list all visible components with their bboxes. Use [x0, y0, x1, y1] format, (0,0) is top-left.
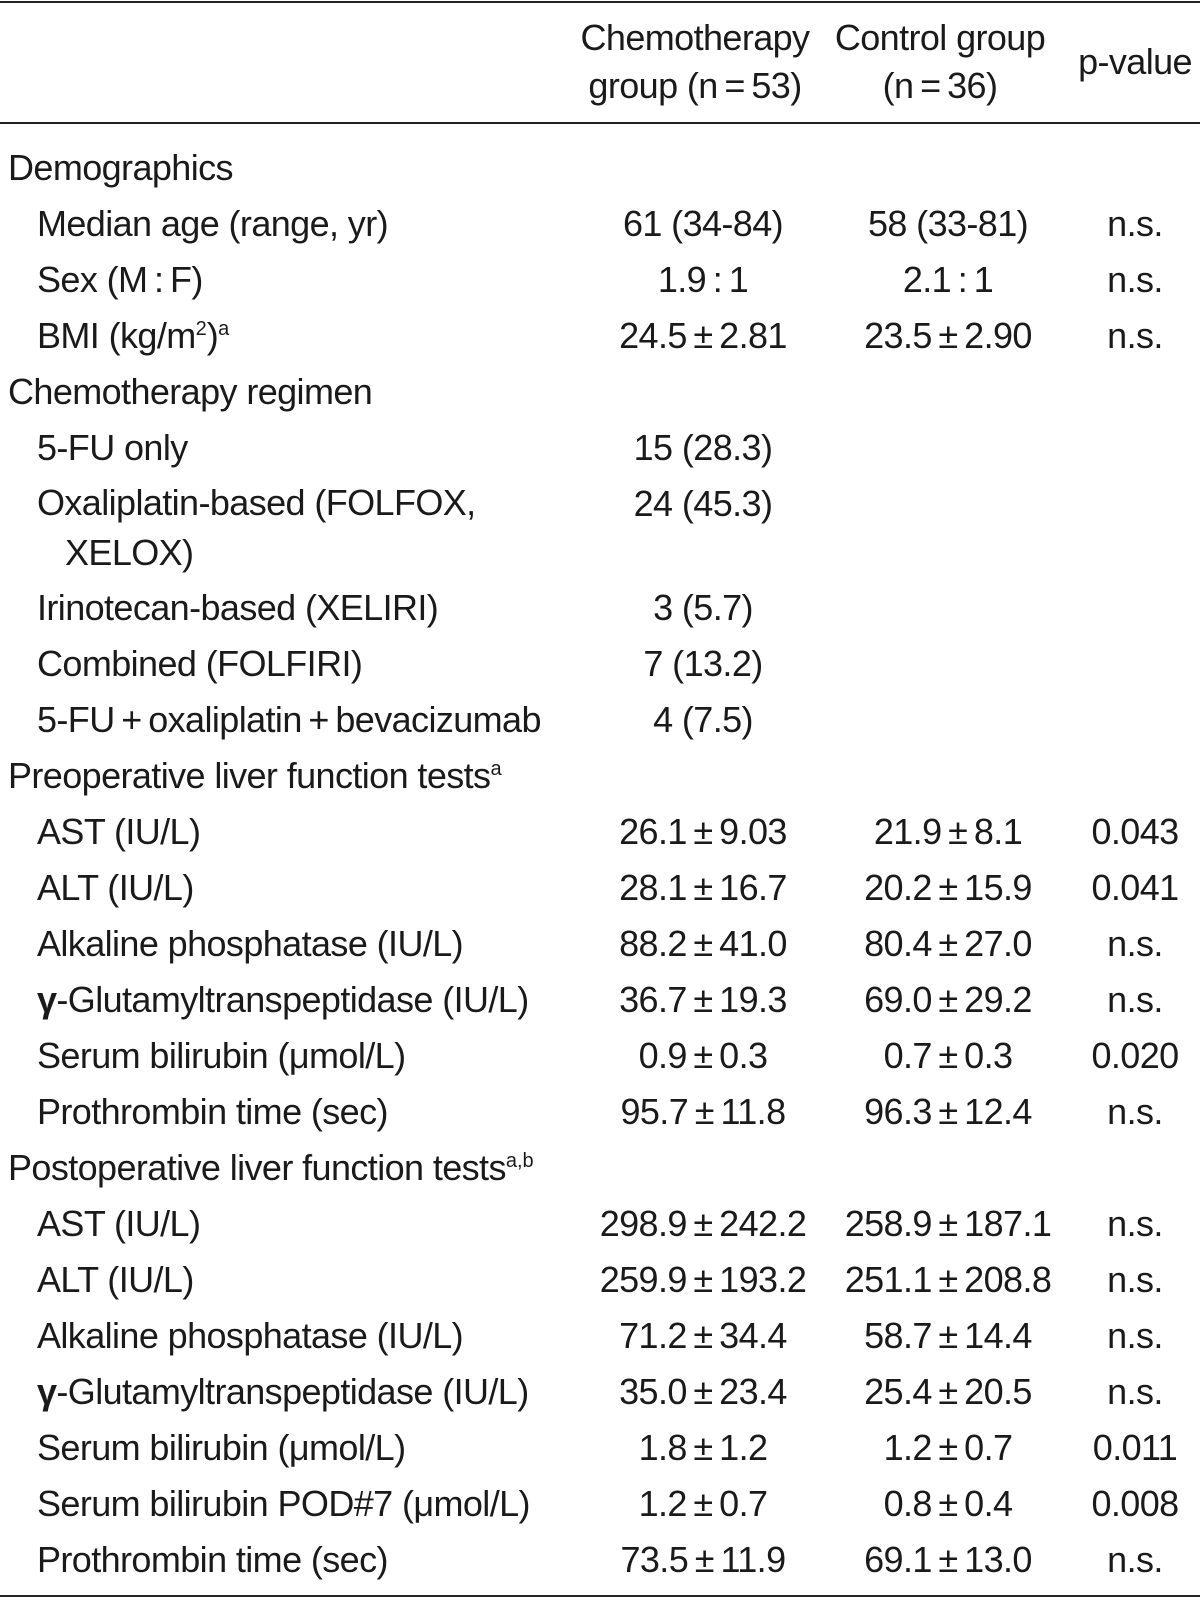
cell-chemotherapy: 26.1 ± 9.03 — [619, 811, 787, 852]
row-label-text: ALT (IU/L) — [37, 867, 194, 908]
table-row — [0, 972, 1200, 1028]
table-row — [0, 476, 1200, 580]
row-label-text: Irinotecan-based (XELIRI) — [37, 587, 439, 628]
cell-chemotherapy: 3 (5.7) — [653, 587, 753, 628]
section-header-row — [0, 1140, 1200, 1196]
row-label-text: Serum bilirubin (μmol/L) — [37, 1427, 406, 1468]
section-label — [8, 1140, 568, 1196]
row-label-text: Serum bilirubin POD#7 (μmol/L) — [37, 1483, 530, 1524]
row-label-text: 5-FU only — [37, 427, 188, 468]
row-label — [37, 252, 597, 308]
cell-control: 0.7 ± 0.3 — [883, 1035, 1013, 1076]
cell-control: 80.4 ± 27.0 — [864, 923, 1032, 964]
cell-chemotherapy: 95.7 ± 11.8 — [620, 1091, 786, 1132]
table-row — [0, 308, 1200, 364]
row-label — [37, 1364, 597, 1420]
table-row — [0, 196, 1200, 252]
cell-control: 21.9 ± 8.1 — [873, 811, 1023, 852]
cell-pvalue: n.s. — [1107, 315, 1163, 356]
cell-chemotherapy: 7 (13.2) — [643, 643, 763, 684]
row-label — [37, 1252, 597, 1308]
row-label — [37, 308, 597, 364]
row-label — [37, 636, 597, 692]
table-row — [0, 1308, 1200, 1364]
cell-control: 0.8 ± 0.4 — [883, 1483, 1013, 1524]
cell-pvalue: 0.020 — [1091, 1035, 1179, 1076]
footnote-marker: a — [490, 758, 502, 780]
row-label-text: Prothrombin time (sec) — [37, 1091, 388, 1132]
cell-chemotherapy: 88.2 ± 41.0 — [619, 923, 787, 964]
table-header — [0, 10, 1200, 118]
row-label-text: Serum bilirubin (μmol/L) — [37, 1035, 406, 1076]
cell-chemotherapy: 71.2 ± 34.4 — [619, 1315, 787, 1356]
cell-chemotherapy: 298.9 ± 242.2 — [599, 1203, 807, 1244]
row-label — [37, 1196, 597, 1252]
table-row — [0, 636, 1200, 692]
row-label-continuation: XELOX) — [65, 532, 194, 573]
column-header-chemotherapy — [575, 14, 815, 110]
cell-chemotherapy: 73.5 ± 11.9 — [620, 1539, 786, 1580]
table-row — [0, 804, 1200, 860]
cell-chemotherapy: 35.0 ± 23.4 — [619, 1371, 787, 1412]
cell-control: 96.3 ± 12.4 — [864, 1091, 1032, 1132]
table-row — [0, 1084, 1200, 1140]
footnote-marker: a,b — [505, 1150, 534, 1172]
column-header-line: (n = 36) — [882, 65, 998, 106]
cell-pvalue: n.s. — [1107, 979, 1163, 1020]
table-body — [0, 140, 1200, 1588]
row-label-text: AST (IU/L) — [37, 1203, 201, 1244]
cell-pvalue: 0.041 — [1091, 867, 1179, 908]
row-label-text: Combined (FOLFIRI) — [37, 643, 363, 684]
row-label-text: Oxaliplatin-based (FOLFOX, — [37, 482, 476, 523]
cell-control: 25.4 ± 20.5 — [864, 1371, 1032, 1412]
row-label — [37, 1476, 597, 1532]
row-label-text: Preoperative liver function tests — [8, 755, 491, 796]
superscript: 2 — [195, 318, 207, 340]
table-row — [0, 916, 1200, 972]
table-row — [0, 1028, 1200, 1084]
table-row — [0, 1252, 1200, 1308]
row-label-text: Chemotherapy regimen — [8, 371, 373, 412]
cell-control: 258.9 ± 187.1 — [844, 1203, 1052, 1244]
cell-pvalue: n.s. — [1107, 259, 1163, 300]
row-label — [37, 478, 597, 578]
row-label-text: Postoperative liver function tests — [8, 1147, 506, 1188]
table-row — [0, 420, 1200, 476]
row-label-text: Median age (range, yr) — [37, 203, 388, 244]
table-row — [0, 580, 1200, 636]
cell-pvalue: n.s. — [1107, 203, 1163, 244]
table-row — [0, 1532, 1200, 1588]
header-rule — [0, 122, 1200, 124]
column-header-pvalue — [1070, 38, 1200, 86]
row-label-tail: ) — [206, 315, 219, 356]
row-label-text: Prothrombin time (sec) — [37, 1539, 388, 1580]
section-header-row — [0, 364, 1200, 420]
row-label — [37, 1028, 597, 1084]
row-label-text: -Glutamyltranspeptidase (IU/L) — [56, 1371, 529, 1412]
cell-control: 2.1 : 1 — [902, 259, 994, 300]
cell-pvalue: n.s. — [1107, 1315, 1163, 1356]
cell-control: 20.2 ± 15.9 — [864, 867, 1032, 908]
cell-pvalue: n.s. — [1107, 923, 1163, 964]
table-row — [0, 692, 1200, 748]
cell-pvalue: 0.011 — [1092, 1427, 1178, 1468]
cell-control: 251.1 ± 208.8 — [844, 1259, 1052, 1300]
cell-chemotherapy: 1.8 ± 1.2 — [638, 1427, 768, 1468]
cell-control: 69.1 ± 13.0 — [864, 1539, 1032, 1580]
column-header-line: p-value — [1078, 41, 1192, 82]
cell-pvalue: 0.043 — [1091, 811, 1179, 852]
table-row — [0, 1196, 1200, 1252]
row-label-text: 5-FU + oxaliplatin + bevacizumab — [37, 699, 541, 740]
cell-control: 69.0 ± 29.2 — [864, 979, 1032, 1020]
row-label — [37, 972, 597, 1028]
cell-pvalue: n.s. — [1107, 1259, 1163, 1300]
table-row — [0, 1364, 1200, 1420]
row-label — [37, 916, 597, 972]
table-row — [0, 1476, 1200, 1532]
row-label — [37, 580, 597, 636]
cell-chemotherapy: 1.2 ± 0.7 — [638, 1483, 768, 1524]
cell-chemotherapy: 259.9 ± 193.2 — [599, 1259, 807, 1300]
gamma-symbol: γ — [37, 979, 57, 1020]
row-label-text: AST (IU/L) — [37, 811, 201, 852]
cell-chemotherapy: 36.7 ± 19.3 — [619, 979, 787, 1020]
table-row — [0, 252, 1200, 308]
cell-chemotherapy: 1.9 : 1 — [657, 259, 749, 300]
cell-chemotherapy: 0.9 ± 0.3 — [638, 1035, 768, 1076]
row-label-text: -Glutamyltranspeptidase (IU/L) — [56, 979, 529, 1020]
cell-pvalue: n.s. — [1107, 1371, 1163, 1412]
cell-pvalue: n.s. — [1107, 1091, 1163, 1132]
cell-chemotherapy: 61 (34-84) — [622, 203, 784, 244]
bottom-rule — [0, 1595, 1200, 1597]
section-header-row — [0, 140, 1200, 196]
cell-chemotherapy: 4 (7.5) — [653, 699, 753, 740]
row-label-text: BMI (kg/m — [37, 315, 196, 356]
row-label-text: Sex (M : F) — [37, 259, 203, 300]
column-header-line: Control group — [834, 17, 1046, 58]
cell-control: 58 (33-81) — [867, 203, 1029, 244]
row-label-text: Demographics — [8, 147, 233, 188]
row-label — [37, 196, 597, 252]
gamma-symbol: γ — [37, 1371, 57, 1412]
footnote-marker: a — [218, 318, 230, 340]
row-label-text: ALT (IU/L) — [37, 1259, 194, 1300]
section-header-row — [0, 748, 1200, 804]
row-label — [37, 860, 597, 916]
column-header-line: group (n = 53) — [588, 65, 802, 106]
cell-pvalue: n.s. — [1107, 1203, 1163, 1244]
cell-chemotherapy: 15 (28.3) — [633, 427, 773, 468]
cell-chemotherapy: 24.5 ± 2.81 — [619, 315, 787, 356]
section-label — [8, 364, 568, 420]
row-label — [37, 1084, 597, 1140]
row-label — [37, 420, 597, 476]
cell-control: 58.7 ± 14.4 — [864, 1315, 1032, 1356]
cell-chemotherapy: 28.1 ± 16.7 — [619, 867, 787, 908]
row-label-text: Alkaline phosphatase (IU/L) — [37, 1315, 464, 1356]
cell-control: 1.2 ± 0.7 — [883, 1427, 1013, 1468]
table-row — [0, 860, 1200, 916]
row-label — [37, 1532, 597, 1588]
row-label — [37, 804, 597, 860]
top-rule — [0, 1, 1200, 3]
section-label — [8, 140, 568, 196]
cell-pvalue: 0.008 — [1091, 1483, 1179, 1524]
cell-pvalue: n.s. — [1107, 1539, 1163, 1580]
row-label-text: Alkaline phosphatase (IU/L) — [37, 923, 464, 964]
row-label — [37, 692, 597, 748]
table-row — [0, 1420, 1200, 1476]
column-header-control — [820, 14, 1060, 110]
cell-chemotherapy: 24 (45.3) — [633, 483, 773, 524]
row-label — [37, 1308, 597, 1364]
section-label — [8, 748, 568, 804]
row-label — [37, 1420, 597, 1476]
cell-control: 23.5 ± 2.90 — [864, 315, 1032, 356]
column-header-line: Chemotherapy — [580, 17, 810, 58]
